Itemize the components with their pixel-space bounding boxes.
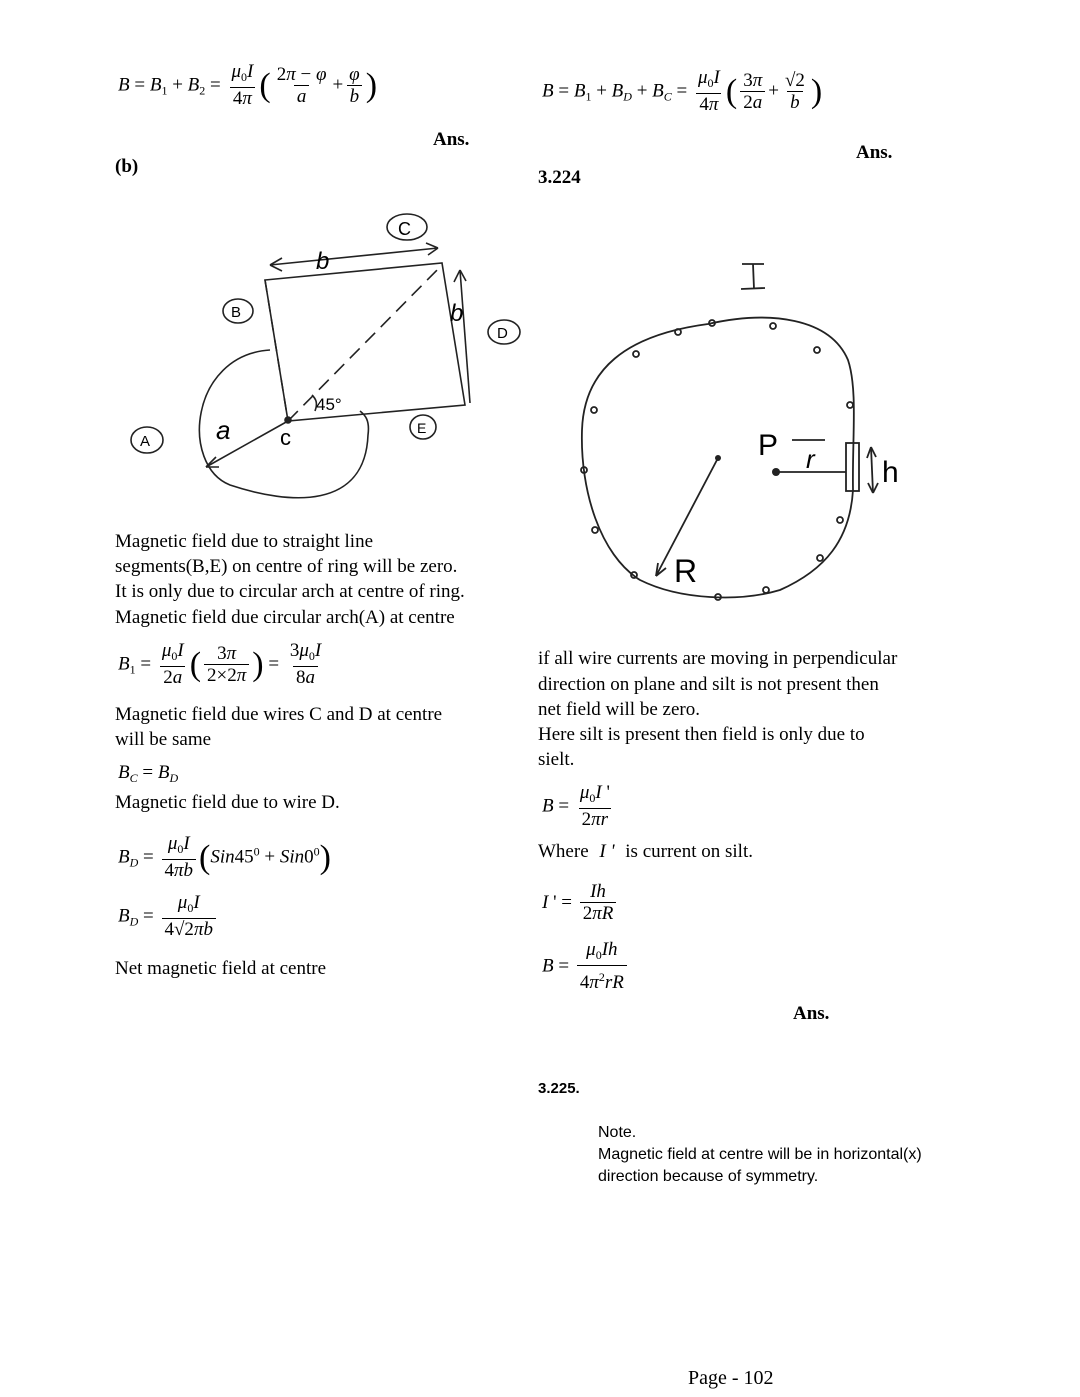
- label-b-top: b: [316, 248, 330, 275]
- label-A: A: [140, 433, 151, 450]
- equation-bd-sin: $B_D$ = $\frac{\mu_0I}{4\pi b}$ $(Sin45^0 + Sin0^0)$: [118, 833, 331, 881]
- paragraph-line: sielt.: [538, 749, 575, 770]
- label-B: B: [231, 304, 242, 321]
- paragraph-line: segments(B,E) on centre of ring will be zero.: [115, 556, 458, 577]
- equation-b1: $B_1$ = $\frac{\mu_0I}{2a}$ ( $\frac{3\pi}{2\times 2\pi}$ ) = $\frac{3\mu_0I}{8a}$: [118, 640, 322, 688]
- answer-label: Ans.: [433, 129, 470, 150]
- paragraph-line: net field will be zero.: [538, 699, 700, 720]
- paragraph-line: direction on plane and silt is not present then: [538, 674, 879, 695]
- paragraph-line: Magnetic field due wires C and D at centre: [115, 704, 443, 725]
- label-a: a: [216, 415, 231, 445]
- section-number: 3.225.: [538, 1080, 580, 1097]
- where-line: Where I ' is current on silt.: [538, 841, 753, 862]
- paragraph-line: Magnetic field due to wire D.: [115, 792, 340, 813]
- part-label-b: (b): [115, 156, 139, 177]
- label-r: r: [806, 444, 815, 474]
- paragraph-line: Net magnetic field at centre: [115, 958, 327, 979]
- label-E: E: [417, 420, 427, 436]
- paragraph-line: Here silt is present then field is only due to: [538, 724, 865, 745]
- answer-label: Ans.: [793, 1003, 830, 1024]
- equation-b-total-right: $B = B_1 + B_D + B_C$ = $\frac{\mu_0I}{4\pi}$ ( $\frac{3\pi}{2a}$ + $\frac{√2}{b}$ ): [542, 67, 823, 115]
- paragraph-line: if all wire currents are moving in perpendicular: [538, 648, 898, 669]
- figure-cylinder-slit: [570, 250, 920, 610]
- label-h: h: [882, 456, 899, 489]
- answer-label: Ans.: [856, 142, 893, 163]
- label-b-side: b: [450, 300, 464, 327]
- equation-i-prime: I ' = $\frac{Ih}{2\pi R}$: [542, 882, 619, 925]
- equation-bd-final: $B_D$ = $\frac{\mu_0I}{4√2\pi b}$: [118, 893, 219, 941]
- figure-square-loop: [120, 205, 530, 505]
- equation-b-final: B = $\frac{\mu_0Ih}{4\pi^2rR}$: [542, 940, 630, 994]
- label-R: R: [674, 553, 698, 589]
- label-C: C: [398, 219, 411, 239]
- label-D: D: [497, 325, 508, 342]
- note-line: Magnetic field at centre will be in horizontal(x): [598, 1146, 922, 1163]
- equation-b-slit: B = $\frac{\mu_0I '}{2\pi r}$: [542, 782, 610, 830]
- page-number: Page - 102: [688, 1367, 774, 1389]
- paragraph-line: will be same: [115, 729, 212, 750]
- note-line: direction because of symmetry.: [598, 1168, 819, 1185]
- paragraph-line: Magnetic field due circular arch(A) at centre: [115, 607, 455, 628]
- section-number: 3.224: [538, 167, 581, 188]
- note-title: Note.: [598, 1124, 637, 1141]
- equation-b-total-left: $B = B_1 + B_2$ = $\frac{\mu_0I}{4\pi}$ ( $\frac{2\pi - \varphi}{a}$ + $\frac{\varphi}{b}$ ): [118, 61, 378, 109]
- label-angle: 45°: [316, 395, 342, 414]
- label-c: c: [280, 425, 291, 450]
- label-P: P: [758, 429, 779, 462]
- equation-bc-bd: $B_C = B_D$: [118, 762, 179, 785]
- paragraph-line: It is only due to circular arch at centre of ring.: [115, 581, 465, 602]
- paragraph-line: Magnetic field due to straight line: [115, 531, 374, 552]
